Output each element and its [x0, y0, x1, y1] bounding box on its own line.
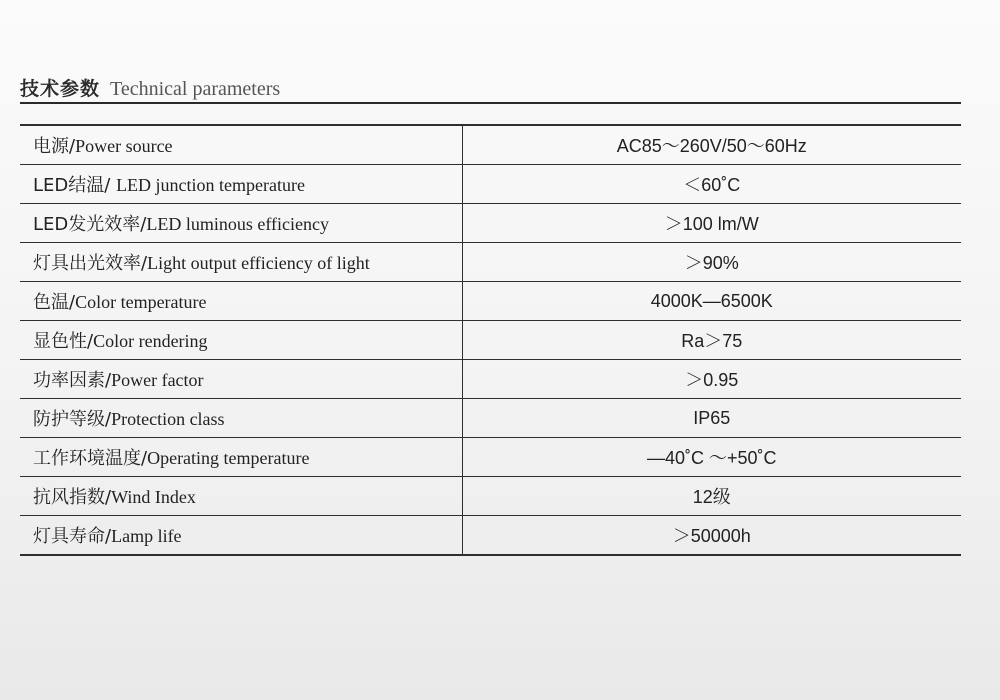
param-name-en: Color temperature	[75, 292, 207, 312]
table-row	[20, 399, 961, 438]
param-value: 4000K—6500K	[462, 282, 961, 321]
param-value: ＞100 lm/W	[462, 204, 961, 243]
param-name-cn: 防护等级/	[33, 409, 112, 430]
param-name-cell	[20, 282, 462, 321]
param-name-en: Power factor	[111, 370, 204, 390]
param-value: ＜60˚C	[462, 165, 961, 204]
table-row	[20, 438, 961, 477]
param-value: ＞50000h	[462, 516, 961, 556]
param-name-en: Protection class	[111, 409, 225, 429]
param-value: Ra＞75	[462, 321, 961, 360]
param-name-cell	[20, 399, 462, 438]
param-name-cell	[20, 321, 462, 360]
param-name-en: Light output efficiency of light	[147, 253, 370, 273]
param-name-cn: 显色性/	[33, 331, 94, 352]
param-name-cell	[20, 165, 462, 204]
param-value: ＞0.95	[462, 360, 961, 399]
param-name-cn: 抗风指数/	[33, 487, 112, 508]
param-name-cn: 工作环境温度/	[33, 448, 148, 469]
param-name-cell	[20, 360, 462, 399]
section-heading	[20, 74, 280, 100]
param-name-cell	[20, 125, 462, 165]
table-row	[20, 360, 961, 399]
param-name-cell	[20, 516, 462, 556]
param-name-cn: 功率因素/	[33, 370, 112, 391]
table-row	[20, 165, 961, 204]
table-row	[20, 516, 961, 556]
param-name-cell	[20, 204, 462, 243]
table-row	[20, 243, 961, 282]
table-row	[20, 125, 961, 165]
param-name-cn: LED结温/	[33, 175, 117, 196]
param-name-cell	[20, 438, 462, 477]
table-row	[20, 282, 961, 321]
section-title-en: Technical parameters	[110, 78, 281, 100]
param-name-cn: 灯具出光效率/	[33, 253, 148, 274]
param-value: AC85～260V/50～60Hz	[462, 125, 961, 165]
param-name-en: LED luminous efficiency	[146, 214, 329, 234]
param-name-cell	[20, 477, 462, 516]
param-name-en: Color rendering	[93, 331, 208, 351]
param-value: ＞90%	[462, 243, 961, 282]
section-title-cn: 技术参数	[20, 78, 101, 100]
table-row	[20, 204, 961, 243]
param-name-cn: 电源/	[33, 136, 76, 157]
param-name-en: Wind Index	[111, 487, 196, 507]
heading-divider	[20, 102, 961, 104]
param-name-en: LED junction temperature	[116, 175, 305, 195]
param-value: —40˚C ～+50˚C	[462, 438, 961, 477]
param-name-cn: 色温/	[33, 292, 76, 313]
table-row	[20, 477, 961, 516]
table-row	[20, 321, 961, 360]
parameters-table	[20, 124, 961, 556]
param-value: 12级	[462, 477, 961, 516]
param-name-en: Operating temperature	[147, 448, 310, 468]
param-name-cn: LED发光效率/	[33, 214, 147, 235]
param-value: IP65	[462, 399, 961, 438]
param-name-en: Power source	[75, 136, 173, 156]
param-name-cn: 灯具寿命/	[33, 526, 112, 547]
param-name-cell	[20, 243, 462, 282]
param-name-en: Lamp life	[111, 526, 182, 546]
